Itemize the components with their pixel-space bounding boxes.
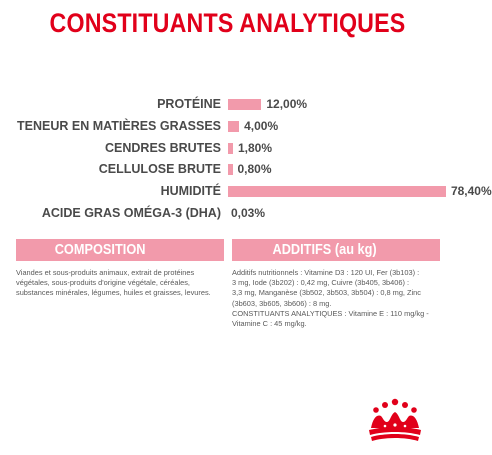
analytic-bar	[228, 164, 233, 175]
page-title: CONSTITUANTS ANALYTIQUES	[49, 8, 406, 38]
analytic-label: HUMIDITÉ	[160, 184, 221, 199]
composition-text	[16, 268, 228, 299]
composition-line: végétales, sous-produits d'origine végétale, céréales,	[16, 278, 190, 288]
analytic-value: 4,00%	[244, 118, 279, 133]
analytic-row-fiber	[0, 160, 455, 178]
analytic-bar	[228, 143, 233, 154]
additifs-header	[232, 239, 440, 261]
additifs-line: Additifs nutritionnels : Vitamine D3 : 120 UI, Fer (3b103) :	[232, 268, 420, 277]
composition-line: Viandes et sous-produits animaux, extrait de protéines	[16, 268, 195, 277]
analytic-row-protein	[0, 95, 455, 113]
additifs-line: 3,3 mg, Manganèse (3b502, 3b503, 3b504) : 0,8 mg, Zinc	[232, 288, 421, 298]
analytic-value: 0,03%	[231, 206, 266, 220]
analytic-row-omega3	[0, 204, 455, 222]
additifs-line: CONSTITUANTS ANALYTIQUES : Vitamine E : 110 mg/kg -	[232, 308, 429, 318]
analytic-value: 78,40%	[450, 184, 492, 199]
analytic-label: ACIDE GRAS OMÉGA-3 (DHA)	[41, 206, 221, 220]
analytic-bar	[228, 99, 261, 110]
additifs-line: (3b603, 3b605, 3b606) : 8 mg.	[232, 298, 332, 308]
additifs-line: Vitamine C : 45 mg/kg.	[232, 319, 307, 329]
royal-canin-crown-icon	[365, 396, 425, 446]
analytic-value: 12,00%	[266, 97, 308, 111]
additifs-line: 3 mg, Iode (3b202) : 0,42 mg, Cuivre (3b405, 3b406) :	[232, 278, 410, 288]
analytic-row-moisture	[0, 182, 492, 200]
analytic-label: CENDRES BRUTES	[105, 140, 221, 155]
analytic-label: PROTÉINE	[157, 97, 221, 111]
analytic-row-ash	[0, 139, 455, 157]
analytic-label: CELLULOSE BRUTE	[98, 162, 221, 177]
analytic-bar	[228, 121, 239, 132]
analytic-label: TENEUR EN MATIÈRES GRASSES	[17, 118, 221, 133]
analytic-value: 0,80%	[237, 162, 272, 177]
additifs-text	[232, 268, 444, 329]
composition-header-label: COMPOSITION	[54, 242, 146, 258]
composition-line: substances minérales, légumes, huiles et graisses, levures.	[16, 288, 211, 298]
composition-header	[16, 239, 224, 261]
additifs-header-label: ADDITIFS (au kg)	[272, 242, 377, 258]
analytic-value: 1,80%	[238, 140, 273, 155]
analytic-bar	[228, 186, 446, 197]
analytic-row-fat	[0, 117, 455, 135]
